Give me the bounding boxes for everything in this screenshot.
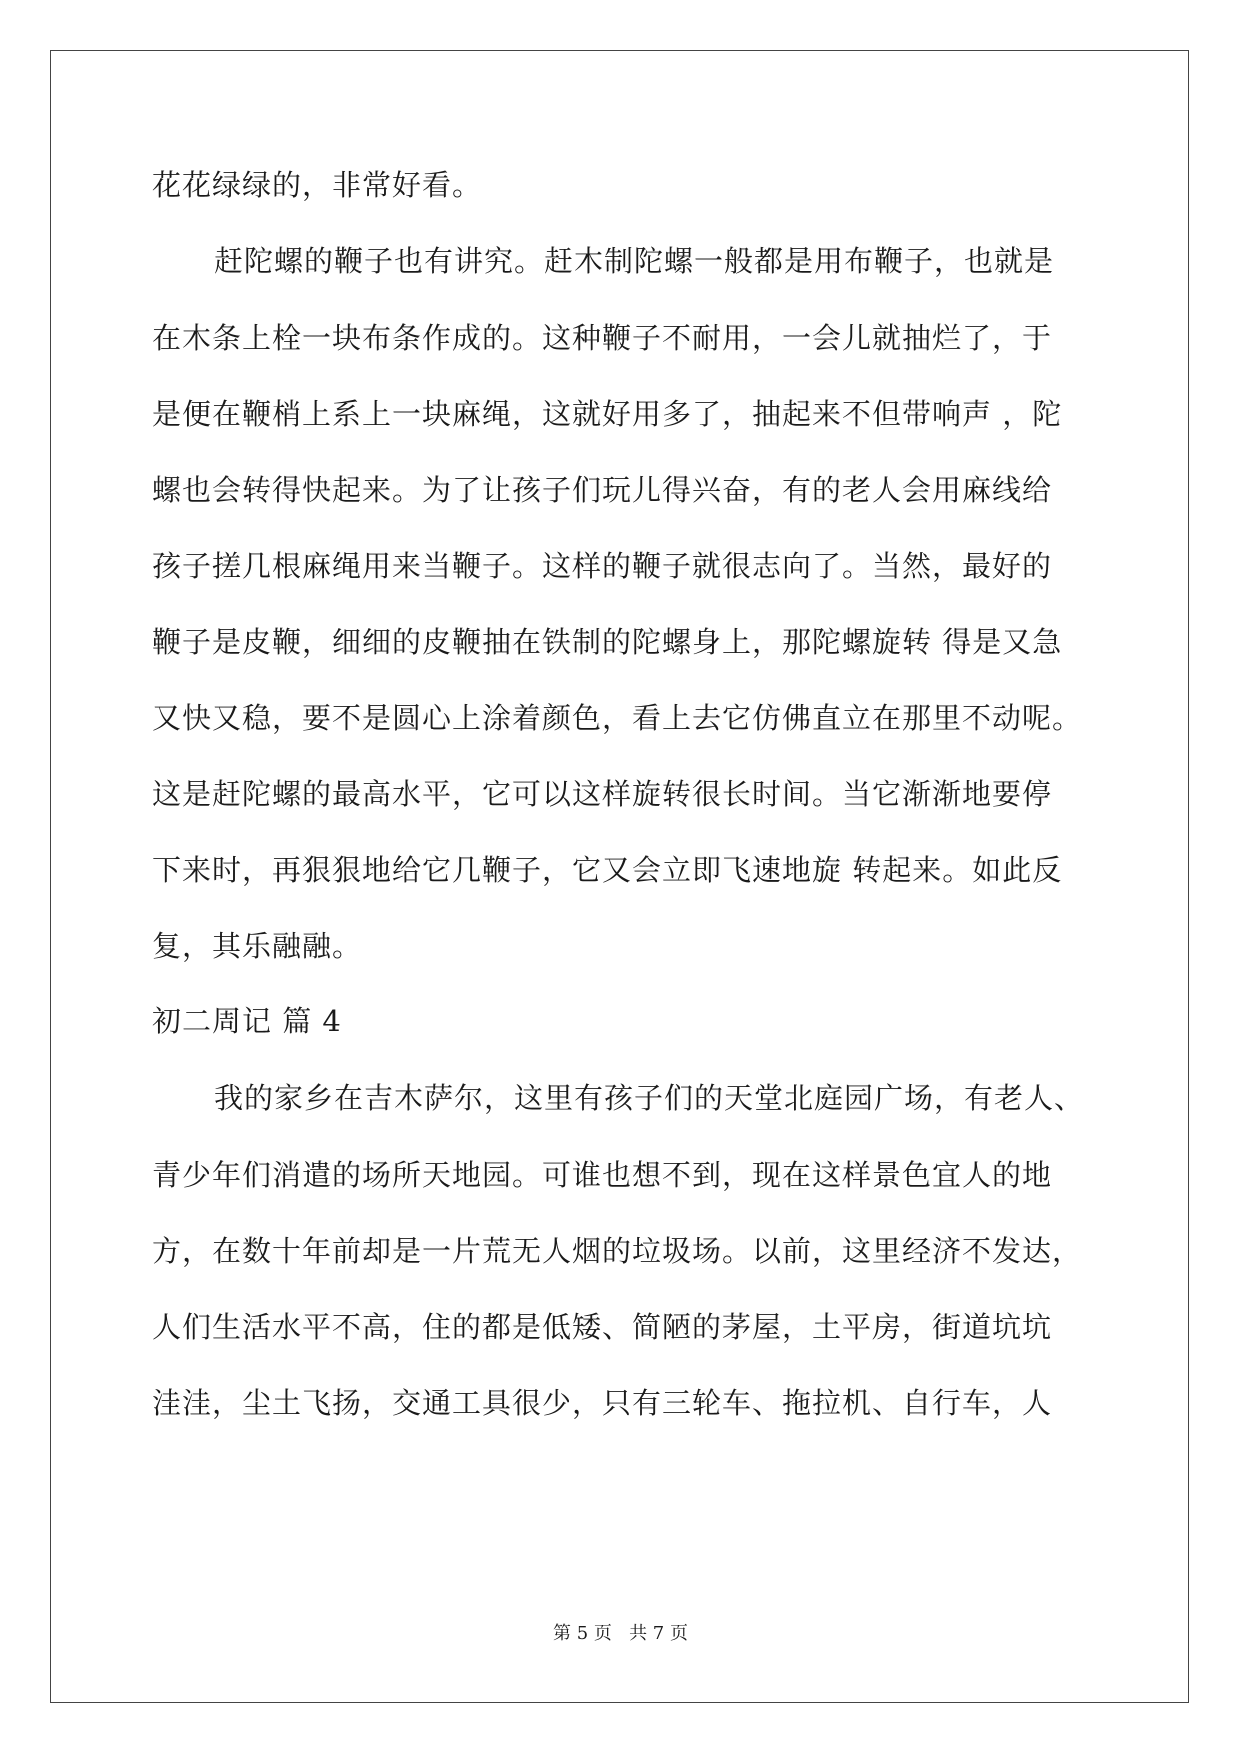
text-line: 鞭子是皮鞭，细细的皮鞭抽在铁制的陀螺身上，那陀螺旋转 得是又急 bbox=[152, 625, 1063, 659]
text-line: 洼洼，尘土飞扬，交通工具很少，只有三轮车、拖拉机、自行车，人 bbox=[152, 1386, 1053, 1420]
text-line: 孩子搓几根麻绳用来当鞭子。这样的鞭子就很志向了。当然，最好的 bbox=[152, 549, 1053, 583]
text-line: 青少年们消遣的场所天地园。可谁也想不到，现在这样景色宜人的地 bbox=[152, 1158, 1053, 1192]
paragraph-start-line: 赶陀螺的鞭子也有讲究。赶木制陀螺一般都是用布鞭子，也就是 bbox=[214, 244, 1055, 278]
text-line: 又快又稳，要不是圆心上涂着颜色，看上去它仿佛直立在那里不动呢。 bbox=[152, 701, 1083, 735]
page-footer: 第 5 页 共 7 页 bbox=[553, 1623, 688, 1644]
text-line: 下来时，再狠狠地给它几鞭子，它又会立即飞速地旋 转起来。如此反 bbox=[152, 853, 1063, 887]
text-line: 是便在鞭梢上系上一块麻绳，这就好用多了，抽起来不但带响声 ，陀 bbox=[152, 397, 1063, 431]
text-line: 复，其乐融融。 bbox=[152, 929, 363, 963]
text-line: 螺也会转得快起来。为了让孩子们玩儿得兴奋，有的老人会用麻线给 bbox=[152, 473, 1053, 507]
text-line: 花花绿绿的，非常好看。 bbox=[152, 168, 483, 202]
text-line: 人们生活水平不高，住的都是低矮、简陋的茅屋，土平房，街道坑坑 bbox=[152, 1310, 1053, 1344]
text-line: 在木条上栓一块布条作成的。这种鞭子不耐用，一会儿就抽烂了，于 bbox=[152, 321, 1053, 355]
text-line: 这是赶陀螺的最高水平，它可以这样旋转很长时间。当它渐渐地要停 bbox=[152, 777, 1053, 811]
section-heading: 初二周记 篇 4 bbox=[152, 1004, 342, 1038]
paragraph-start-line: 我的家乡在吉木萨尔，这里有孩子们的天堂北庭园广场，有老人、 bbox=[214, 1081, 1085, 1115]
text-line: 方，在数十年前却是一片荒无人烟的垃圾场。以前，这里经济不发达， bbox=[152, 1234, 1083, 1268]
